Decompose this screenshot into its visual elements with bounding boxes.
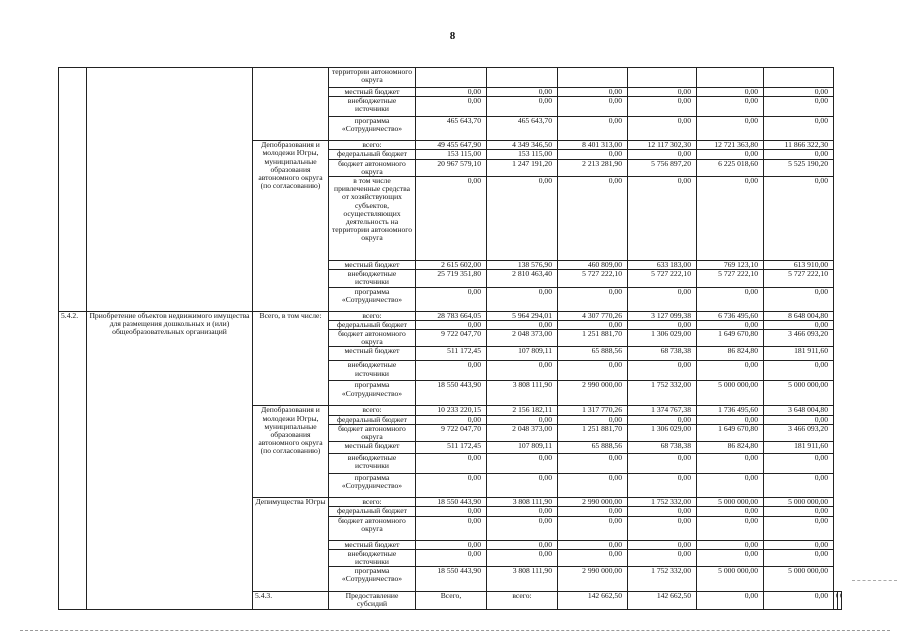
amount-cell: 2 810 463,40 [487,270,558,287]
amount-cell: 68 738,38 [628,442,697,454]
amount-cell [558,68,628,88]
funding-source-cell: программа «Сотрудничество» [329,567,416,592]
funding-source-cell: внебюджетные источники [329,361,416,381]
amount-cell: 0,00 [764,507,834,516]
territories-row [59,68,842,88]
funding-source-cell: бюджет автономного округа [329,159,416,176]
amount-cell: 0,00 [416,474,487,498]
amount-cell: 0,00 [697,454,764,474]
amount-cell: 1 649 670,80 [697,424,764,441]
amount-cell: 0,00 [416,97,487,117]
amount-cell: 2 990 000,00 [558,498,628,507]
amount-cell: 0,00 [628,320,697,329]
amount-cell: 0,00 [558,97,628,117]
amount-cell: 6 225 018,60 [697,159,764,176]
amount-cell: 0,00 [697,507,764,516]
amount-cell: 0,00 [416,549,487,566]
amount-cell: 11 866 322,30 [764,141,834,150]
amount-cell: 107 809,11 [487,347,558,361]
amount-cell: 28 783 664,05 [416,311,487,320]
amount-cell: 0,00 [416,507,487,516]
funding-source-cell: местный бюджет [329,261,416,270]
amount-cell: 0,00 [487,474,558,498]
amount-cell: 181 911,60 [764,347,834,361]
amount-cell: 9 722 047,70 [416,424,487,441]
amount-cell: 0,00 [416,516,487,540]
amount-cell: 68 738,38 [628,347,697,361]
funding-source-cell: местный бюджет [329,442,416,454]
amount-cell: 18 550 443,90 [416,498,487,507]
scan-bottom-line [20,630,890,631]
amount-cell [697,68,764,88]
responsible-cell: Депимущества Югры [253,498,329,592]
amount-cell: 0,00 [628,117,697,141]
funding-source-cell: федеральный бюджет [329,320,416,329]
amount-cell: 3 466 093,20 [764,330,834,347]
funding-source-cell: всего: [487,592,558,609]
amount-cell: 0,00 [628,415,697,424]
amount-cell: 0,00 [558,361,628,381]
amount-cell: 0,00 [764,454,834,474]
amount-cell: 0,00 [558,177,628,261]
amount-cell: 0,00 [487,507,558,516]
amount-cell: 18 550 443,90 [416,567,487,592]
funding-source-cell: внебюджетные источники [329,97,416,117]
amount-cell: 0,00 [558,150,628,159]
amount-cell: 0,00 [764,287,834,311]
amount-cell: 0,00 [764,549,834,566]
amount-cell: 0,00 [487,549,558,566]
amount-cell: 0,00 [487,454,558,474]
amount-cell: 1 251 881,70 [558,424,628,441]
amount-cell: 5 000 000,00 [764,381,834,406]
amount-cell: 5 727 222,10 [764,270,834,287]
amount-cell: 0,00 [764,150,834,159]
amount-cell: 12 721 363,80 [697,141,764,150]
funding-source-cell: всего: [329,141,416,150]
amount-cell: 2 156 182,11 [487,406,558,415]
amount-cell: 5 727 222,10 [558,270,628,287]
scan-dashed-line [852,580,897,581]
amount-cell: 0,00 [628,507,697,516]
funding-source-cell: внебюджетные источники [329,270,416,287]
responsible-cell: Всего, [416,592,487,609]
amount-cell: 0,00 [697,150,764,159]
amount-cell: 0,00 [558,415,628,424]
amount-cell: 5 964 294,01 [487,311,558,320]
amount-cell: 142 662,50 [558,592,628,609]
amount-cell: 1 752 332,00 [628,498,697,507]
amount-cell: 0,00 [558,507,628,516]
funding-source-cell: в том числе привлеченные средства от хозяйствующих субъектов, осуществляющих деятельность на территории автономного округа [329,177,416,261]
amount-cell: 65 888,56 [558,347,628,361]
amount-cell: 0,00 [697,516,764,540]
amount-cell: 0,00 [416,540,487,549]
amount-cell: 5 000 000,00 [764,567,834,592]
amount-cell: 0,00 [558,540,628,549]
amount-cell: 5 000 000,00 [697,567,764,592]
amount-cell: 1 752 332,00 [628,567,697,592]
amount-cell [764,68,834,88]
responsible-cell [253,68,329,141]
funding-source-cell: программа «Сотрудничество» [329,381,416,406]
amount-cell: 0,00 [764,361,834,381]
funding-source-cell: внебюджетные источники [329,454,416,474]
responsible-cell: Депобразования и молодежи Югры, муниципальные образования автономного округа (по согласованию) [253,141,329,311]
amount-cell: 0,00 [764,415,834,424]
amount-cell: 181 911,60 [764,442,834,454]
amount-cell: 3 808 111,90 [487,498,558,507]
amount-cell: 0,00 [697,117,764,141]
amount-cell: 4 349 346,50 [487,141,558,150]
amount-cell: 2 615 602,00 [416,261,487,270]
amount-cell: 0,00 [628,97,697,117]
amount-cell: 2 990 000,00 [558,381,628,406]
amount-cell: 0,00 [628,88,697,97]
amount-cell: 1 247 191,20 [487,159,558,176]
funding-source-cell: всего: [329,498,416,507]
item-number-cell: 5.4.2. [59,311,87,609]
amount-cell [487,68,558,88]
amount-cell: 1 251 881,70 [558,330,628,347]
amount-cell: 1 306 029,00 [628,424,697,441]
amount-cell: 0,00 [416,320,487,329]
amount-cell: 0,00 [487,516,558,540]
funding-source-cell: всего: [329,311,416,320]
amount-cell: 0,00 [697,361,764,381]
budget-table [58,67,842,610]
amount-cell: 4 307 770,26 [558,311,628,320]
amount-cell: 0,00 [764,177,834,261]
amount-cell: 5 000 000,00 [697,381,764,406]
amount-cell: 0,00 [764,516,834,540]
amount-cell: 511 172,45 [416,442,487,454]
amount-cell: 0,00 [764,88,834,97]
amount-cell: 0,00 [697,540,764,549]
item-description-cell [87,68,253,312]
amount-cell: 633 183,00 [628,261,697,270]
amount-cell: 0,00 [764,474,834,498]
amount-cell: 5 525 190,20 [764,159,834,176]
amount-cell: 0,00 [628,287,697,311]
amount-cell: 0,00 [558,549,628,566]
funding-source-cell: всего: [329,406,416,415]
funding-source-cell: местный бюджет [329,347,416,361]
amount-cell: 0,00 [558,88,628,97]
amount-cell: 0,00 [487,97,558,117]
amount-cell: 769 123,10 [697,261,764,270]
item-description-cell: Приобретение объектов недвижимого имущества для размещения дошкольных и (или) общеобразовательных организаций [87,311,253,609]
responsible-cell: Депобразования и молодежи Югры, муниципальные образования автономного округа (по согласованию) [253,406,329,498]
amount-cell: 0,00 [697,287,764,311]
amount-cell: 1 649 670,80 [697,330,764,347]
amount-cell: 2 048 373,00 [487,424,558,441]
amount-cell: 0,00 [697,97,764,117]
amount-cell: 107 809,11 [487,442,558,454]
amount-cell: 0,00 [697,320,764,329]
funding-source-cell: программа «Сотрудничество» [329,117,416,141]
amount-cell: 0,00 [764,592,834,609]
amount-cell: 2 990 000,00 [558,567,628,592]
amount-cell: 0,00 [416,177,487,261]
amount-cell: 0,00 [558,287,628,311]
amount-cell: 5 000 000,00 [697,498,764,507]
amount-cell: 0,00 [628,540,697,549]
amount-cell: 1 374 767,38 [628,406,697,415]
funding-source-cell: программа «Сотрудничество» [329,474,416,498]
amount-cell: 0,00 [416,415,487,424]
amount-cell: 0,00 [697,177,764,261]
funding-source-cell: местный бюджет [329,540,416,549]
amount-cell: 0,00 [487,320,558,329]
amount-cell: 1 306 029,00 [628,330,697,347]
amount-cell: 0,00 [628,516,697,540]
amount-cell: 142 662,50 [628,592,697,609]
amount-cell [628,68,697,88]
amount-cell: 5 727 222,10 [697,270,764,287]
funding-source-cell: федеральный бюджет [329,415,416,424]
amount-cell: 25 719 351,80 [416,270,487,287]
amount-cell: 9 722 047,70 [416,330,487,347]
amount-cell: 0,00 [764,97,834,117]
amount-cell: 0,00 [697,549,764,566]
responsible-cell: Всего, в том числе: [253,311,329,406]
amount-cell: 0,00 [558,320,628,329]
amount-cell [416,68,487,88]
amount-cell: 5 000 000,00 [764,498,834,507]
page-number: 8 [449,30,456,42]
amount-cell: 0,00 [628,361,697,381]
amount-cell: 0,00 [416,287,487,311]
amount-cell: 5 727 222,10 [628,270,697,287]
amount-cell: 0,00 [764,540,834,549]
amount-cell: 0,00 [558,454,628,474]
funding-source-cell: программа «Сотрудничество» [329,287,416,311]
amount-cell: 0,00 [628,549,697,566]
amount-cell: 460 809,00 [558,261,628,270]
table-body [59,68,842,610]
amount-cell: 153 115,00 [487,150,558,159]
amount-cell: 0,00 [628,474,697,498]
item-number-cell [59,68,87,312]
amount-cell: 3 808 111,90 [487,567,558,592]
amount-cell: 86 824,80 [697,442,764,454]
amount-cell: 18 550 443,90 [416,381,487,406]
amount-cell: 2 213 281,90 [558,159,628,176]
amount-cell: 3 808 111,90 [487,381,558,406]
amount-cell: 0,00 [558,516,628,540]
item-number-cell: 5.4.3. [253,592,329,609]
amount-cell: 65 888,56 [558,442,628,454]
amount-cell [838,592,842,609]
amount-cell: 0,00 [416,88,487,97]
amount-cell: 8 648 004,80 [764,311,834,320]
amount-cell: 0,00 [487,88,558,97]
amount-cell: 613 910,00 [764,261,834,270]
amount-cell: 0,00 [697,474,764,498]
amount-cell: 12 117 302,30 [628,141,697,150]
amount-cell: 0,00 [697,88,764,97]
amount-cell: 49 455 647,90 [416,141,487,150]
amount-cell: 0,00 [487,361,558,381]
funding-source-cell: внебюджетные источники [329,549,416,566]
funding-source-cell: бюджет автономного округа [329,330,416,347]
amount-cell: 1 736 495,60 [697,406,764,415]
amount-cell: 8 401 313,00 [558,141,628,150]
amount-cell: 0,00 [697,415,764,424]
amount-cell: 153 115,00 [416,150,487,159]
amount-cell: 0,00 [487,540,558,549]
amount-cell: 0,00 [764,320,834,329]
amount-cell: 6 736 495,60 [697,311,764,320]
amount-cell: 138 576,90 [487,261,558,270]
amount-cell: 0,00 [487,415,558,424]
amount-cell: 0,00 [628,454,697,474]
funding-source-cell: бюджет автономного округа [329,424,416,441]
amount-cell: 1 752 332,00 [628,381,697,406]
amount-cell: 465 643,70 [416,117,487,141]
funding-source-cell: бюджет автономного округа [329,516,416,540]
amount-cell: 0,00 [416,454,487,474]
amount-cell: 3 648 004,80 [764,406,834,415]
amount-cell: 3 127 099,38 [628,311,697,320]
amount-cell: 3 466 093,20 [764,424,834,441]
amount-cell: 0,00 [416,361,487,381]
amount-cell: 10 233 220,15 [416,406,487,415]
amount-cell: 511 172,45 [416,347,487,361]
amount-cell: 2 048 373,00 [487,330,558,347]
amount-cell: 0,00 [558,474,628,498]
amount-cell: 0,00 [697,592,764,609]
amount-cell: 0,00 [628,177,697,261]
amount-cell: 465 643,70 [487,117,558,141]
amount-cell: 0,00 [487,287,558,311]
amount-cell: 86 824,80 [697,347,764,361]
item-542-total-row [59,311,842,320]
amount-cell: 0,00 [764,117,834,141]
funding-source-cell: федеральный бюджет [329,150,416,159]
item-description-cell: Предоставление субсидий [329,592,416,609]
amount-cell: 5 756 897,20 [628,159,697,176]
funding-source-cell: местный бюджет [329,88,416,97]
amount-cell: 1 317 770,26 [558,406,628,415]
amount-cell: 0,00 [487,177,558,261]
amount-cell: 0,00 [628,150,697,159]
funding-source-cell: федеральный бюджет [329,507,416,516]
funding-source-cell: территории автономного округа [329,68,416,88]
amount-cell: 0,00 [558,117,628,141]
amount-cell: 20 967 579,10 [416,159,487,176]
